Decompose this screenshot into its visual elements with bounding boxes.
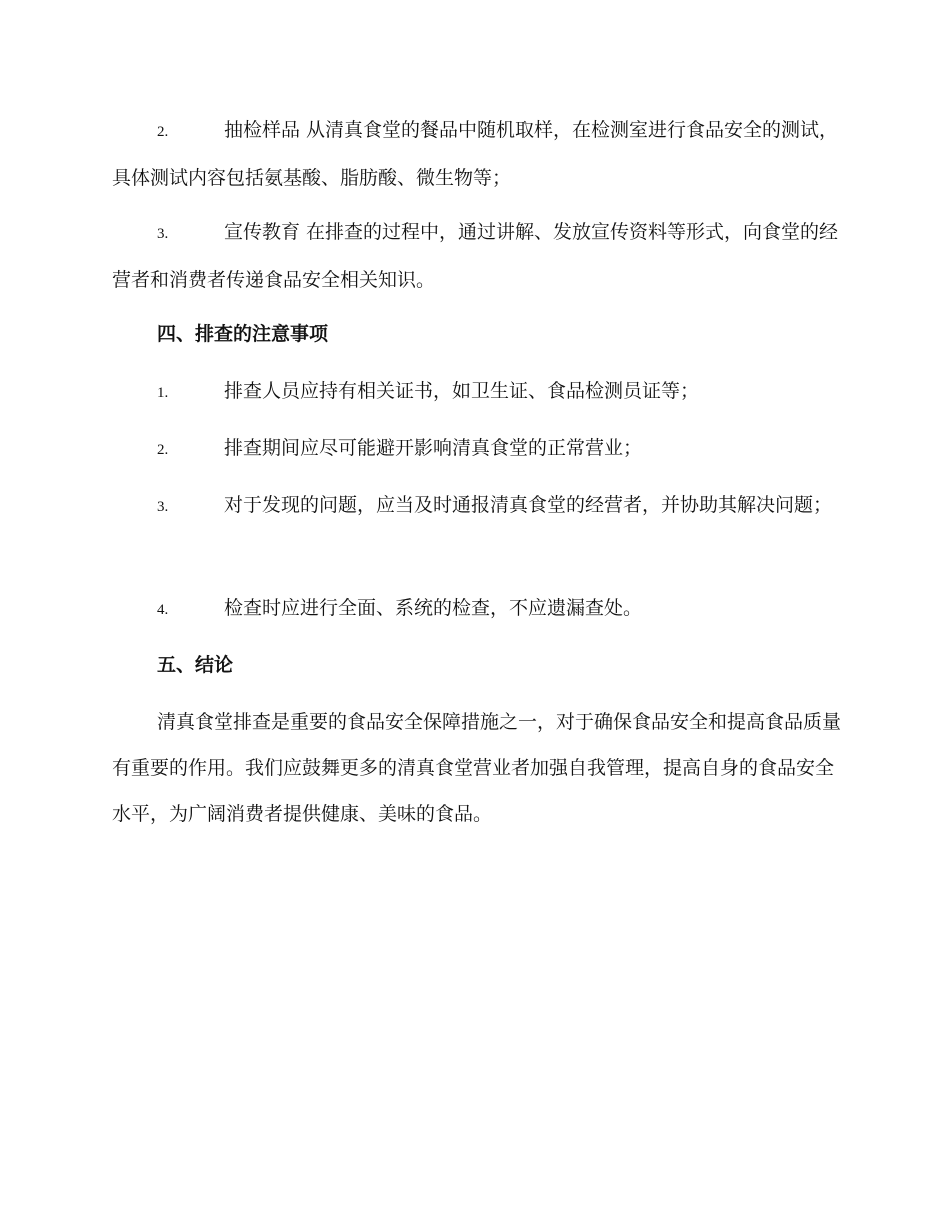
list-number: 1. — [157, 385, 169, 401]
list-item — [112, 425, 842, 473]
list-number: 2. — [157, 124, 169, 140]
list-number: 3. — [157, 226, 169, 242]
list-item — [112, 368, 842, 416]
list-text: 宣传教育 在排查的过程中，通过讲解、发放宣传资料等形式，向食堂的经营者和消费者传递食品安全相关知识。 — [112, 221, 839, 291]
list-item — [112, 107, 842, 201]
list-item — [112, 482, 842, 530]
list-item — [112, 209, 842, 303]
conclusion-paragraph: 清真食堂排查是重要的食品安全保障措施之一，对于确保食品安全和提高食品质量有重要的作用。我们应鼓舞更多的清真食堂营业者加强自我管理，提高自身的食品安全水平，为广阔消费者提供健康、美味的食品。 — [112, 711, 842, 825]
list-number: 3. — [157, 499, 169, 515]
list-text: 抽检样品 从清真食堂的餐品中随机取样，在检测室进行食品安全的测试，具体测试内容包括氨基酸、脂肪酸、微生物等； — [112, 119, 839, 189]
list-number: 2. — [157, 442, 169, 458]
list-text: 排查期间应尽可能避开影响清真食堂的正常营业； — [224, 437, 643, 459]
section-heading: 四、排查的注意事项 — [157, 323, 329, 345]
list-text: 对于发现的问题，应当及时通报清真食堂的经营者，并协助其解决问题； — [224, 494, 833, 516]
section-heading: 五、结论 — [157, 654, 234, 676]
list-item — [112, 585, 842, 633]
list-text: 检查时应进行全面、系统的检查，不应遗漏查处。 — [224, 597, 643, 619]
list-number: 4. — [157, 602, 169, 618]
list-text: 排查人员应持有相关证书，如卫生证、食品检测员证等； — [224, 380, 700, 402]
